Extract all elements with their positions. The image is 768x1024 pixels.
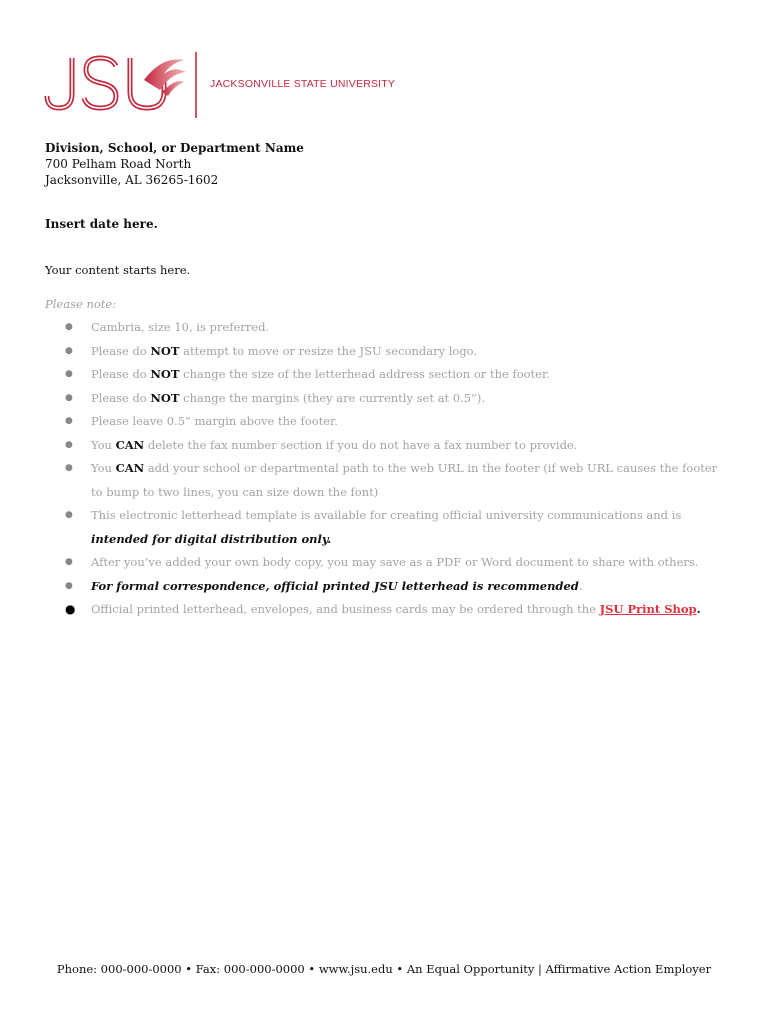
list-item: ● Please leave 0.5” margin above the footer. <box>45 410 725 434</box>
print-shop-link[interactable]: JSU Print Shop <box>599 602 697 616</box>
letterhead-header <box>44 50 744 120</box>
bullet-icon: ● <box>65 345 73 356</box>
jsu-logo <box>44 50 204 120</box>
content-start: Your content starts here. <box>45 263 191 277</box>
list-item: ● After you’ve added your own body copy, you may save as a PDF or Word document to share with others. <box>45 551 725 575</box>
list-item: ● You CAN add your school or departmental path to the web URL in the footer (if web URL causes the footer to bump to two lines, you can size down the font) <box>45 457 725 504</box>
list-item: ● This electronic letterhead template is available for creating official university communications and is intended for digital distribution only. <box>45 504 725 551</box>
street-address: 700 Pelham Road North <box>45 157 192 171</box>
list-item: ● Please do NOT attempt to move or resize the JSU secondary logo. <box>45 340 725 364</box>
address-block <box>45 140 304 188</box>
letterhead-footer: Phone: 000-000-0000 • Fax: 000-000-0000 • www.jsu.edu • An Equal Opportunity | Affirmative Action Employer <box>56 962 712 976</box>
bullet-icon: ● <box>65 439 73 450</box>
bullet-icon: ● <box>65 557 73 567</box>
list-item: ● You CAN delete the fax number section if you do not have a fax number to provide. <box>45 434 725 458</box>
bullet-icon: ● <box>65 369 73 379</box>
bullet-icon: ● <box>65 510 73 520</box>
date-line: Insert date here. <box>45 217 158 231</box>
city-state-zip: Jacksonville, AL 36265-1602 <box>45 173 219 187</box>
bullet-icon: ● <box>65 602 76 616</box>
list-item: ● Official printed letterhead, envelopes, and business cards may be ordered through the JSU Print Shop. <box>45 598 725 622</box>
list-item: ● Please do NOT change the size of the letterhead address section or the footer. <box>45 363 725 387</box>
bullet-icon: ● <box>65 392 73 403</box>
note-title: Please note: <box>45 297 117 311</box>
department-name: Division, School, or Department Name <box>45 141 304 155</box>
list-item: ● Please do NOT change the margins (they are currently set at 0.5”). <box>45 387 725 411</box>
bullet-icon: ● <box>65 322 73 332</box>
university-name: JACKSONVILLE STATE UNIVERSITY <box>210 78 396 90</box>
list-item: ● For formal correspondence, official printed JSU letterhead is recommended. <box>45 575 725 599</box>
bullet-icon: ● <box>65 416 73 426</box>
list-item: ● Cambria, size 10, is preferred. <box>45 316 725 340</box>
notes-list <box>45 316 725 622</box>
bullet-icon: ● <box>65 580 73 591</box>
bullet-icon: ● <box>65 463 73 473</box>
